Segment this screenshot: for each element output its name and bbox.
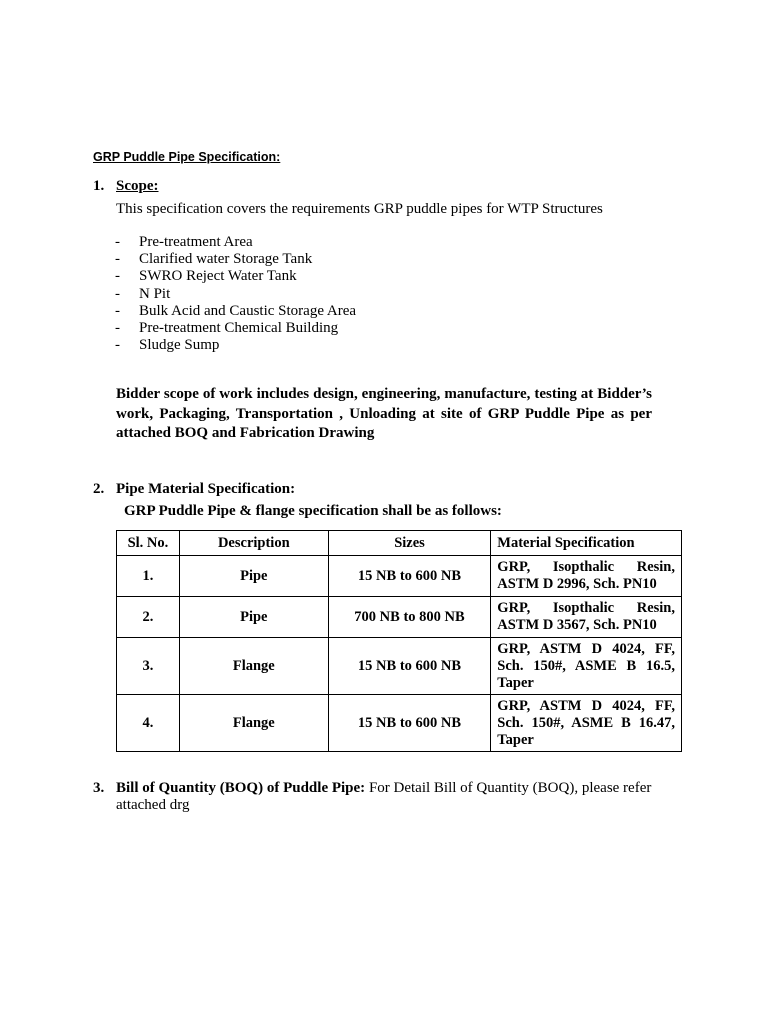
table-row	[117, 695, 682, 752]
cell-sizes: 15 NB to 600 NB	[328, 638, 491, 695]
table-row	[117, 638, 682, 695]
list-item: - Clarified water Storage Tank	[115, 251, 313, 268]
table-row	[117, 597, 682, 638]
header-description: Description	[179, 531, 328, 556]
material-spec-table	[116, 530, 682, 752]
cell-sizes: 700 NB to 800 NB	[328, 597, 491, 638]
cell-sl-no: 4.	[117, 695, 180, 752]
cell-material-specification: GRP, Isopthalic Resin, ASTM D 3567, Sch. PN10	[491, 597, 682, 638]
section-3-number: 3.	[93, 780, 105, 796]
cell-material-specification: GRP, ASTM D 4024, FF, Sch. 150#, ASME B 16.47, Taper	[491, 695, 682, 752]
scope-area-list	[115, 234, 356, 354]
table-header-row	[117, 531, 682, 556]
document-title: GRP Puddle Pipe Specification:	[93, 150, 281, 164]
cell-description: Flange	[179, 695, 328, 752]
list-item: - Bulk Acid and Caustic Storage Area	[115, 302, 357, 319]
header-sizes: Sizes	[328, 531, 491, 556]
cell-sl-no: 3.	[117, 638, 180, 695]
section-1-number: 1.	[93, 178, 105, 194]
list-item: - SWRO Reject Water Tank	[115, 268, 297, 285]
cell-material-specification: GRP, Isopthalic Resin, ASTM D 2996, Sch. PN10	[491, 556, 682, 597]
section-2-title: Pipe Material Specification:	[116, 481, 296, 497]
header-sl-no: Sl. No.	[117, 531, 180, 556]
cell-description: Flange	[179, 638, 328, 695]
list-item: - Sludge Sump	[115, 337, 220, 354]
scope-intro: This specification covers the requirements GRP puddle pipes for WTP Structures	[116, 201, 603, 217]
section-3-text: For Detail Bill of Quantity (BOQ), please refer attached drg	[116, 780, 652, 813]
list-item: - N Pit	[115, 285, 171, 302]
cell-description: Pipe	[179, 597, 328, 638]
list-item: - Pre-treatment Area	[115, 234, 253, 250]
section-1-title: Scope:	[116, 178, 159, 194]
cell-sizes: 15 NB to 600 NB	[328, 556, 491, 597]
section-3-boq	[93, 780, 693, 814]
material-subheading: GRP Puddle Pipe & flange specification shall be as follows:	[124, 503, 502, 519]
list-item: - Pre-treatment Chemical Building	[115, 320, 339, 337]
section-2-number: 2.	[93, 481, 105, 497]
section-3-title: Bill of Quantity (BOQ) of Puddle Pipe:	[116, 780, 366, 796]
cell-description: Pipe	[179, 556, 328, 597]
cell-sl-no: 2.	[117, 597, 180, 638]
cell-sl-no: 1.	[117, 556, 180, 597]
bidder-scope-paragraph: Bidder scope of work includes design, engineering, manufacture, testing at Bidder’s work, Packaging, Transportation , Unloading at site of GRP Puddle Pipe as per attached BOQ and Fabrication Drawing	[116, 386, 652, 441]
cell-material-specification: GRP, ASTM D 4024, FF, Sch. 150#, ASME B 16.5, Taper	[491, 638, 682, 695]
table-row	[117, 556, 682, 597]
cell-sizes: 15 NB to 600 NB	[328, 695, 491, 752]
header-material-specification: Material Specification	[491, 531, 682, 556]
